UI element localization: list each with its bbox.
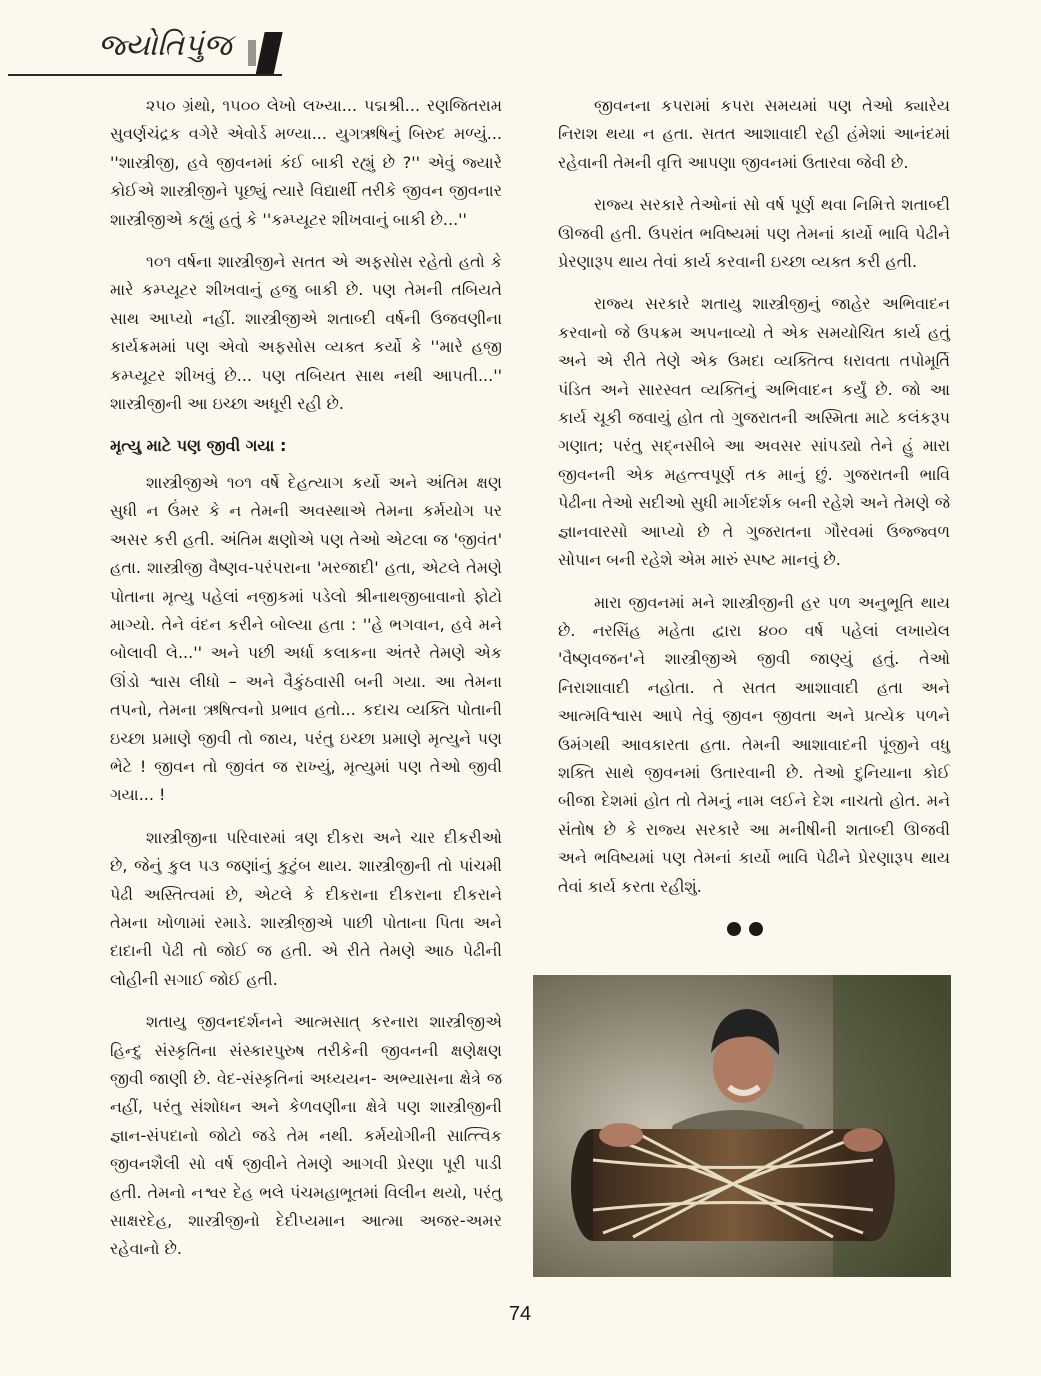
header-decor-bar (248, 40, 256, 66)
end-dot (749, 922, 763, 936)
paragraph: શતાયુ જીવનદર્શનને આત્મસાત્ કરનારા શાસ્ત્રીજીએ હિન્દુ સંસ્કૃતિના સંસ્કારપુરુષ તરીકેની જીવનની ક્ષણેક્ષણ જીવી જાણી છે. વેદ-સંસ્કૃતિનાં અધ્યયન- અભ્યાસના ક્ષેત્રે જ નહીં, પરંતુ સંશોધન અને કેળવણીના ક્ષેત્રે પણ શાસ્ત્રીજીની જ્ઞાન-સંપદાનો જોટો જડે તેમ નથી. કર્મયોગીની સાત્ત્વિક જીવનશૈલી સો વર્ષ જીવીને તેમણે આગવી પ્રેરણા પૂરી પાડી હતી. તેમનો નશ્વર દેહ ભલે પંચમહાભૂતમાં વિલીન થયો, પરંતુ સાક્ષરદેહ, શાસ્ત્રીજીનો દેદીપ્યમાન આત્મા અજર-અમર રહેવાનો છે. (110, 1012, 502, 1259)
section-heading: મૃત્યુ માટે પણ જીવી ગયા : (110, 436, 287, 456)
end-mark (727, 922, 767, 938)
photo-man-playing-drum (533, 975, 951, 1277)
photo-illustration (533, 975, 951, 1277)
paragraph: રાજ્ય સરકારે તેઓનાં સો વર્ષ પૂર્ણ થવા નિમિત્તે શતાબ્દી ઊજવી હતી. ઉપરાંત ભવિષ્યમાં પણ તેમનાં કાર્યો ભાવિ પેઢીને પ્રેરણારૂપ થાય તેવાં કાર્ય કરવાની ઇચ્છા વ્યક્ત કરી હતી. (558, 195, 950, 272)
header-decor-bar (255, 32, 282, 76)
right-column (558, 92, 950, 915)
left-column (110, 92, 502, 1278)
paragraph: શાસ્ત્રીજીએ ૧૦૧ વર્ષે દેહત્યાગ કર્યો અને અંતિમ ક્ષણ સુધી ન ઉંમર કે ન તેમની અવસ્થાએ તેમના કર્મયોગ પર અસર કરી હતી. અંતિમ ક્ષણોએ પણ તેઓ એટલા જ 'જીવંત' હતા. શાસ્ત્રીજી વૈષ્ણવ-પરંપરાના 'મરજાદી' હતા, એટલે તેમણે પોતાના મૃત્યુ પહેલાં નજીકમાં પડેલો શ્રીનાથજીબાવાનો ફોટો માગ્યો. તેને વંદન કરીને બોલ્યા હતા : ''હે ભગવાન, હવે મને બોલાવી લે...'' અને પછી અર્ધા કલાકના અંતરે તેમણે એક ઊંડો શ્વાસ લીધો – અને વૈકુંઠવાસી બની ગયા. આ તેમના તપનો, તેમના ઋષિત્વનો પ્રભાવ હતો... કદાચ વ્યક્તિ પોતાની ઇચ્છા પ્રમાણે જીવી તો જાય, પરંતુ ઇચ્છા પ્રમાણે મૃત્યુને પણ ભેટે ! જીવન તો જીવંત જ રાખ્યું, મૃત્યુમાં પણ તેઓ જીવી ગયા... ! (110, 472, 502, 805)
page-number: 74 (508, 1303, 532, 1325)
paragraph: ૧૦૧ વર્ષના શાસ્ત્રીજીને સતત એ અફસોસ રહેતો હતો કે મારે કમ્પ્યૂટર શીખવાનું હજુ બાકી છે. પણ તેમની તબિયતે સાથ આપ્યો નહીં. શાસ્ત્રીજીએ શતાબ્દી વર્ષની ઉજવણીના કાર્યક્રમમાં પણ એવો અફસોસ વ્યક્ત કર્યો કે ''મારે હજી કમ્પ્યૂટર શીખવું છે... પણ તબિયત સાથ નથી આપતી...'' શાસ્ત્રીજીની આ ઇચ્છા અધૂરી રહી છે. (110, 252, 502, 414)
header-rule (8, 74, 282, 76)
magazine-title: જ્યોતિપુંજ (98, 28, 232, 63)
paragraph: ૨૫૦ ગ્રંથો, ૧૫૦૦ લેખો લખ્યા... પદ્મશ્રી... રણજિતરામ સુવર્ણચંદ્રક વગેરે એવોર્ડ મળ્યા... યુગઋષિનું બિરુદ મળ્યું... ''શાસ્ત્રીજી, હવે જીવનમાં કંઈ બાકી રહ્યું છે ?'' એવું જ્યારે કોઈએ શાસ્ત્રીજીને પૂછ્યું ત્યારે વિદ્યાર્થી તરીકે જીવન જીવનાર શાસ્ત્રીજીએ કહ્યું હતું કે ''કમ્પ્યૂટર શીખવાનું બાકી છે...'' (110, 96, 502, 229)
paragraph: જીવનના કપરામાં કપરા સમયમાં પણ તેઓ ક્યારેય નિરાશ થયા ન હતા. સતત આશાવાદી રહી હંમેશાં આનંદમાં રહેવાની તેમની વૃત્તિ આપણા જીવનમાં ઉતારવા જેવી છે. (558, 96, 950, 172)
magazine-header (8, 12, 282, 74)
end-dot (727, 922, 741, 936)
paragraph: શાસ્ત્રીજીના પરિવારમાં ત્રણ દીકરા અને ચાર દીકરીઓ છે, જેનું કુલ ૫૩ જણાંનું કુટુંબ થાય. શાસ્ત્રીજીની તો પાંચમી પેઢી અસ્તિત્વમાં છે, એટલે કે દીકરાના દીકરાના દીકરાને તેમના ખોળામાં રમાડે. શાસ્ત્રીજીએ પાછી પોતાના પિતા અને દાદાની પેઢી તો જોઈ જ હતી. એ રીતે તેમણે આઠ પેઢીની લોહીની સગાઈ જોઈ હતી. (110, 827, 502, 989)
paragraph: મારા જીવનમાં મને શાસ્ત્રીજીની હર પળ અનુભૂતિ થાય છે. નરસિંહ મહેતા દ્વારા ૪૦૦ વર્ષ પહેલાં લખાયેલ 'વૈષ્ણવજન'ને શાસ્ત્રીજીએ જીવી જાણ્યું હતું. તેઓ નિરાશાવાદી નહોતા. તે સતત આશાવાદી હતા અને આત્મવિશ્વાસ આપે તેવું જીવન જીવતા અને પ્રત્યેક પળને ઉમંગથી આવકારતા હતા. તેમની આશાવાદની પૂંજીને વધુ શક્તિ સાથે જીવનમાં ઉતારવાની છે. તેઓ દુનિયાના કોઈ બીજા દેશમાં હોત તો તેમનું નામ લઈને દેશ નાચતો હોત. મને સંતોષ છે કે રાજ્ય સરકારે આ મનીષીની શતાબ્દી ઊજવી અને ભવિષ્યમાં પણ તેમનાં કાર્યો ભાવિ પેઢીને પ્રેરણારૂપ થાય તેવાં કાર્ય કરતા રહીશું. (558, 592, 950, 896)
paragraph: રાજ્ય સરકારે શતાયુ શાસ્ત્રીજીનું જાહેર અભિવાદન કરવાનો જે ઉપક્રમ અપનાવ્યો તે એક સમયોચિત કાર્ય હતું અને એ રીતે તેણે એક ઉમદા વ્યક્તિત્વ ધરાવતા તપોમૂર્તિ પંડિત અને સારસ્વત વ્યક્તિનું અભિવાદન કર્યું છે. જો આ કાર્ય ચૂકી જવાયું હોત તો ગુજરાતની અસ્મિતા માટે કલંકરૂપ ગણાત; પરંતુ સદ્નસીબે આ અવસર સાંપડ્યો તેને હું મારા જીવનની એક મહત્ત્વપૂર્ણ તક માનું છું. ગુજરાતની ભાવિ પેઢીના તેઓ સદીઓ સુધી માર્ગદર્શક બની રહેશે અને તેમણે જે જ્ઞાનવારસો આપ્યો છે તે ગુજરાતના ગૌરવમાં ઉજ્જ્વળ સોપાન બની રહેશે એમ મારું સ્પષ્ટ માનવું છે. (558, 294, 950, 570)
